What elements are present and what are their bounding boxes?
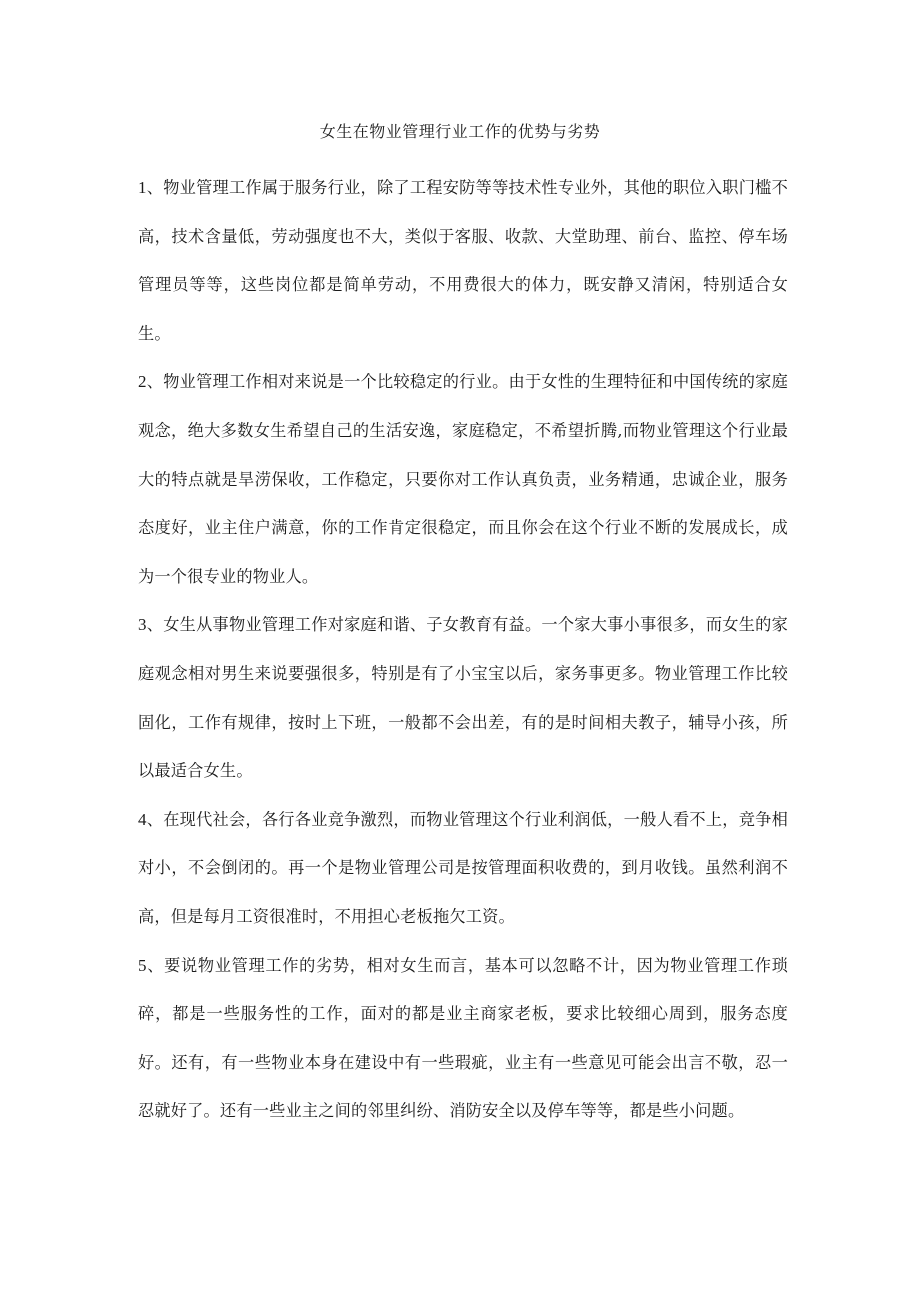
paragraph-3 — [138, 601, 788, 795]
paragraph-text: 、要说物业管理工作的劣势，相对女生而言，基本可以忽略不计，因为物业管理工作琐碎，都是一些服务性的工作，面对的都是业主商家老板，要求比较细心周到，服务态度好。还有，有一些物业本身在建设中有一些瑕疵，业主有一些意见可能会出言不敬，忍一忍就好了。还有一些业主之间的邻里纠纷、消防安全以及停车等等，都是些小问题。 — [138, 955, 788, 1121]
paragraph-number: 2 — [138, 372, 147, 392]
paragraph-number: 5 — [138, 955, 147, 975]
document-body — [138, 164, 788, 1136]
paragraph-1 — [138, 164, 788, 358]
paragraph-text: 、物业管理工作属于服务行业，除了工程安防等等技术性专业外，其他的职位入职门槛不高，技术含量低，劳动强度也不大，类似于客服、收款、大堂助理、前台、监控、停车场管理员等等，这些岗位都是简单劳动，不用费很大的体力，既安静又清闲，特别适合女生。 — [138, 178, 788, 343]
paragraph-text: 、女生从事物业管理工作对家庭和谐、子女教育有益。一个家大事小事很多，而女生的家庭观念相对男生来说要强很多，特别是有了小宝宝以后，家务事更多。物业管理工作比较固化，工作有规律，按时上下班，一般都不会出差，有的是时间相夫教子，辅导小孩，所以最适合女生。 — [138, 615, 788, 781]
paragraph-2 — [138, 358, 788, 601]
paragraph-text: 、物业管理工作相对来说是一个比较稳定的行业。由于女性的生理特征和中国传统的家庭观念，绝大多数女生希望自己的生活安逸，家庭稳定，不希望折腾,而物业管理这个行业最大的特点就是旱涝保收，工作稳定，只要你对工作认真负责，业务精通，忠诚企业，服务态度好，业主住户满意，你的工作肯定很稳定，而且你会在这个行业不断的发展成长，成为一个很专业的物业人。 — [138, 372, 788, 586]
paragraph-4 — [138, 796, 788, 942]
paragraph-text: 、在现代社会，各行各业竞争激烈，而物业管理这个行业利润低，一般人看不上，竞争相对小，不会倒闭的。再一个是物业管理公司是按管理面积收费的，到月收钱。虽然利润不高，但是每月工资很准时，不用担心老板拖欠工资。 — [138, 809, 788, 926]
paragraph-number: 3 — [138, 615, 147, 635]
paragraph-number: 1 — [138, 178, 147, 197]
paragraph-5 — [138, 942, 788, 1136]
document-title: 女生在物业管理行业工作的优势与劣势 — [319, 122, 601, 141]
paragraph-number: 4 — [138, 809, 147, 829]
